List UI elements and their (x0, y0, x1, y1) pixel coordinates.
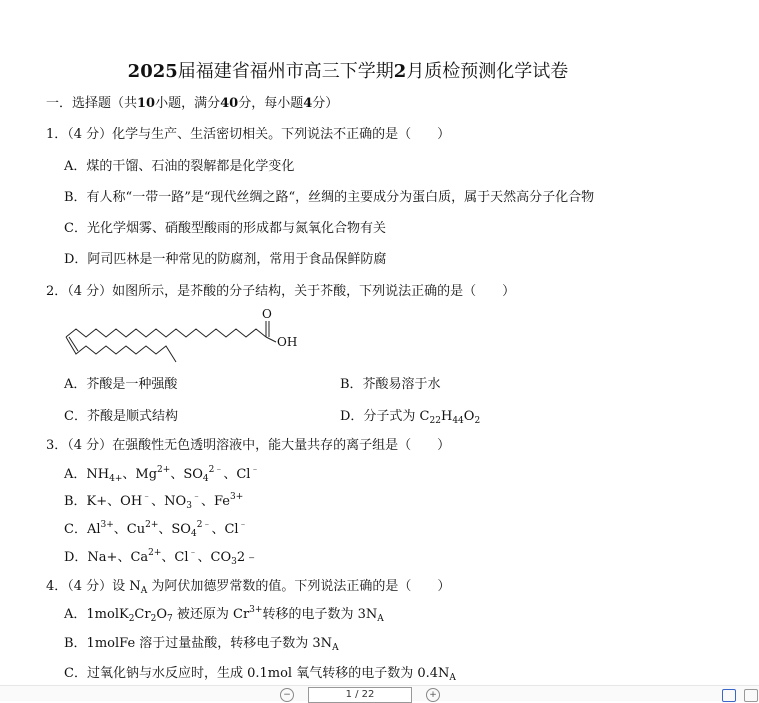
question-2-option-b: B．芥酸易溶于水 (340, 377, 441, 392)
viewer-toolbar (0, 685, 759, 701)
zoom-out-icon[interactable]: − (280, 688, 294, 702)
question-2-stem: 2．（4 分）如图所示，是芥酸的分子结构，关于芥酸，下列说法正确的是（ ） (46, 284, 516, 299)
question-1-option-b: B．有人称“一带一路”是“现代丝绸之路“，丝绸的主要成分为蛋白质，属于天然高分子化合物 (64, 190, 595, 205)
question-2-option-c: C．芥酸是顺式结构 (64, 409, 178, 424)
carbon-chain-upper (66, 329, 266, 337)
view-mode-icon[interactable] (722, 689, 736, 702)
erucic-acid-structure (60, 306, 300, 368)
title-month: 2 (393, 61, 407, 82)
carbon-chain-lower (66, 337, 176, 362)
fit-page-icon[interactable] (744, 689, 758, 702)
question-2-option-d: D．分子式为 $C_{22}H_{44}O_2$ (340, 409, 481, 426)
section-heading: 一．选择题（共10小题，满分40分，每小题4分） (46, 96, 339, 111)
question-4-option-a: A．$1molK_2Cr_2O_7$ 被还原为 $Cr^{3+}$转移的电子数为 $3N_A$ (64, 605, 384, 624)
question-1-option-c: C．光化学烟雾、硝酸型酸雨的形成都与氮氧化合物有关 (64, 221, 386, 236)
page-title (0, 57, 696, 83)
question-3-option-a: A．$NH_{4+}$、$Mg^{2+}$、$SO_4^{2﹣}$、Cl﹣ (64, 465, 260, 484)
question-3-option-b: B．K+、OH﹣、$NO_3^﹣$、$Fe^{3+}$ (64, 492, 244, 511)
hydroxyl-label: OH (277, 335, 298, 349)
question-3-stem: 3．（4 分）在强酸性无色透明溶液中，能大量共存的离子组是（ ） (46, 438, 451, 453)
question-2-option-a: A．芥酸是一种强酸 (64, 377, 178, 392)
question-3-option-d: D．Na+、$Ca^{2+}$、Cl﹣、$CO_32﹣$ (64, 548, 259, 567)
page-indicator[interactable]: 1 / 22 (308, 687, 412, 703)
zoom-in-icon[interactable]: + (426, 688, 440, 702)
question-1-stem: 1．（4 分）化学与生产、生活密切相关。下列说法不正确的是（ ） (46, 127, 451, 142)
hydroxyl-bond (266, 337, 276, 342)
question-3-option-c: C．$Al^{3+}$、$Cu^{2+}$、$SO_4^{2﹣}$、Cl﹣ (64, 520, 248, 539)
title-end: 月质检预测化学试卷 (406, 61, 569, 82)
title-middle: 届福建省福州市高三下学期 (177, 61, 394, 82)
question-4-option-b: B．1molFe 溶于过量盐酸，转移电子数为 $3N_A$ (64, 636, 339, 653)
title-year: 2025 (127, 61, 178, 82)
question-1-option-a: A．煤的干馏、石油的裂解都是化学变化 (64, 159, 295, 174)
question-4-stem: 4．（4 分）设 $N_A$ 为阿伏加德罗常数的值。下列说法正确的是（ ） (46, 579, 451, 596)
question-1-option-d: D．阿司匹林是一种常见的防腐剂，常用于食品保鲜防腐 (64, 252, 387, 267)
question-4-option-c: C．过氧化钠与水反应时，生成 0.1mol 氧气转移的电子数为 $0.4N_A$ (64, 666, 456, 683)
carbonyl-oxygen-label: O (262, 307, 272, 321)
